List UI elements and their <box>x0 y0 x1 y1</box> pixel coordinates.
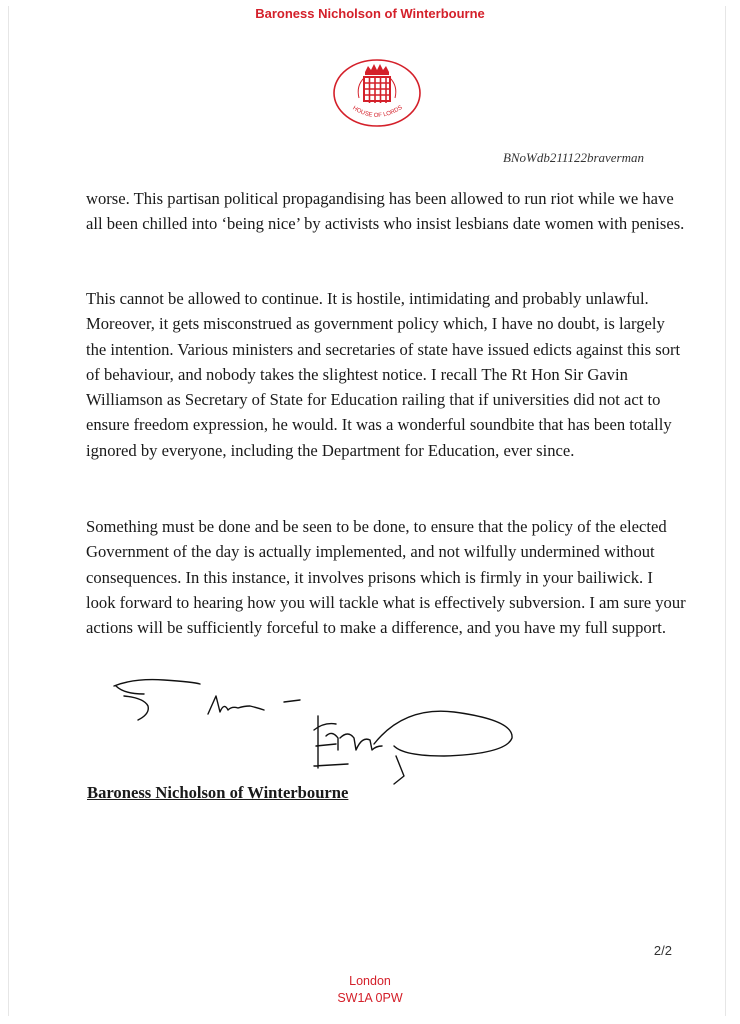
letter-reference: BNoWdb211122braverman <box>502 150 644 165</box>
crest-label: HOUSE OF LORDS <box>351 104 404 120</box>
footer-city: London <box>349 974 391 988</box>
footer-postcode: SW1A 0PW <box>337 991 403 1005</box>
body-paragraph-2: This cannot be allowed to continue. It is hostile, intimidating and probably unlawful. Moreover, it gets misconstrued as government policy which, I have no doubt, is largely the intention. Various ministers and secretaries of state have issued edicts against this sort of behaviour, and nobody takes the slightest notice. I recall The Rt Hon Sir Gavin Williamson as Secretary of State for Education railing that if universities did not act to ensure freedom expression, he would. It was a wonderful soundbite that has been totally ignored by everyone, including the Department for Education, ever since. <box>86 289 681 460</box>
body-paragraph-1: worse. This partisan political propagandising has been allowed to run riot while we have all been chilled into ‘being nice’ by activists who insist lesbians date women with penises. <box>86 189 685 234</box>
handwritten-signature <box>104 672 524 792</box>
svg-text:HOUSE OF LORDS <box>351 105 403 119</box>
signatory-name: Baroness Nicholson of Winterbourne <box>87 783 349 802</box>
page-number: 2/2 <box>653 943 672 958</box>
body-paragraph-3: Something must be done and be seen to be done, to ensure that the policy of the elected Government of the day is actually implemented, and not wilfully undermined without consequences. In this instance, it involves prisons which is firmly in your bailiwick. I look forward to hearing how you will tackle what is effectively subversion. I am sure your actions will be sufficiently forceful to make a difference, and you have my full support. <box>86 517 686 638</box>
house-of-lords-crest-icon <box>332 58 422 128</box>
letterhead-title: Baroness Nicholson of Winterbourne <box>255 6 485 21</box>
